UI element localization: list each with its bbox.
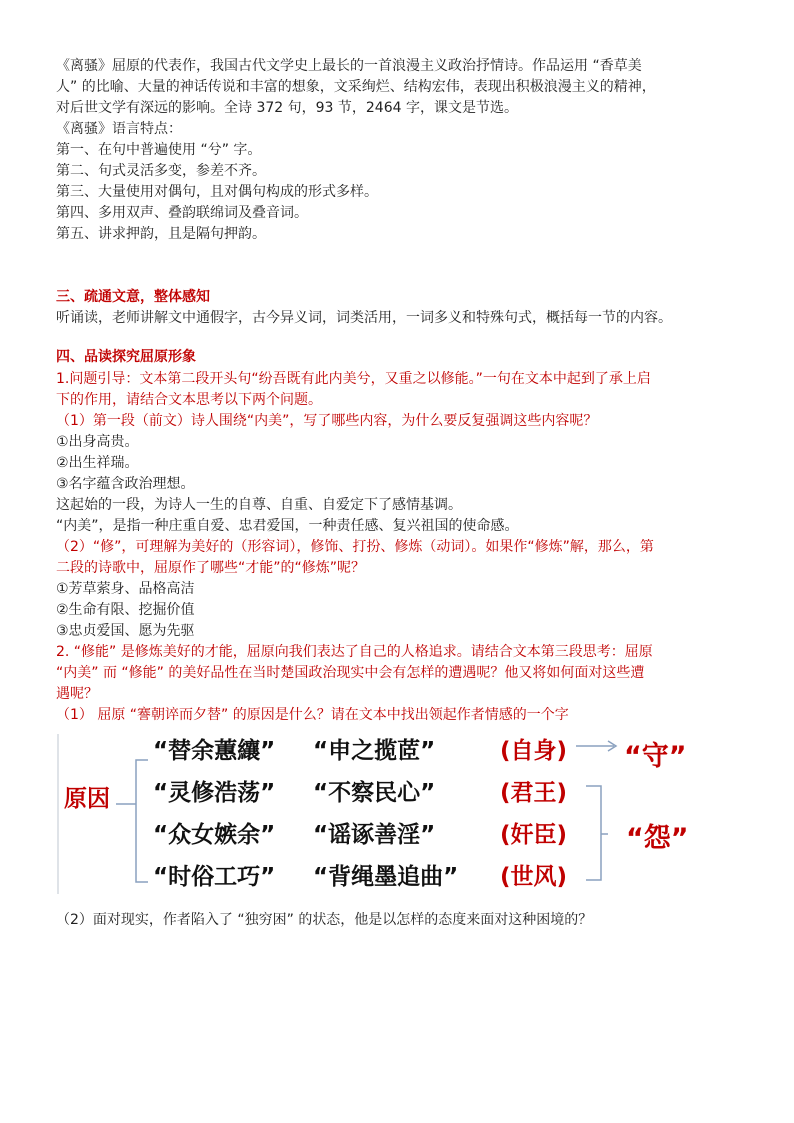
keep-character: “守” bbox=[624, 741, 687, 772]
diagram-phrase: “替余蕙纕” bbox=[153, 738, 276, 764]
question-1b-line-2: 二段的诗歌中，屈原作了哪些“才能”的“修炼”呢？ bbox=[56, 560, 366, 576]
question-2-line-3: 遇呢？ bbox=[56, 686, 98, 702]
section-4-heading: 四、品读探究屈原形象 bbox=[56, 349, 196, 365]
diagram-tag-self: (自身) bbox=[500, 738, 568, 764]
diagram-phrase: “背绳墨追曲” bbox=[313, 864, 459, 890]
diagram-tag-ruler: (君王) bbox=[500, 780, 568, 806]
feature-item: 第五、讲求押韵，且是隔句押韵。 bbox=[56, 226, 266, 242]
answer-item: ②出生祥瑞。 bbox=[56, 455, 139, 471]
answer-item: ②生命有限、挖掘价值 bbox=[56, 602, 195, 618]
question-2a: （1） 屈原 “謇朝谇而夕替” 的原因是什么？请在文本中找出领起作者情感的一个字 bbox=[56, 707, 569, 723]
intro-paragraph-line-1: 《离骚》屈原的代表作，我国古代文学史上最长的一首浪漫主义政治抒情诗。作品运用 “香草美 bbox=[56, 58, 642, 74]
question-1-line-2: 下的作用，请结合文本思考以下两个问题。 bbox=[56, 392, 322, 408]
answer-item: ③忠贞爱国、愿为先驱 bbox=[56, 623, 195, 639]
feature-item: 第一、在句中普遍使用 “兮” 字。 bbox=[56, 142, 262, 158]
question-1-line-1: 1.问题引导：文本第二段开头句“纷吾既有此内美兮，又重之以修能。”一句在文本中起到了承上启 bbox=[56, 371, 651, 387]
section-3-heading: 三、疏通文意，整体感知 bbox=[56, 289, 210, 305]
cause-diagram bbox=[56, 730, 746, 898]
diagram-phrase: “时俗工巧” bbox=[153, 864, 276, 890]
diagram-phrase: “灵修浩荡” bbox=[153, 780, 276, 806]
diagram-phrase: “谣诼善淫” bbox=[313, 822, 436, 848]
question-2b: （2）面对现实，作者陷入了 “独穷困” 的状态，他是以怎样的态度来面对这种困境的？ bbox=[56, 912, 593, 928]
diagram-tag-customs: (世风) bbox=[500, 864, 568, 890]
section-3-text: 听诵读，老师讲解文中通假字，古今异义词，词类活用，一词多义和特殊句式，概括每一节的内容。 bbox=[56, 310, 672, 326]
feature-item: 第二、句式灵活多变，参差不齐。 bbox=[56, 163, 266, 179]
summary-line-1: 这起始的一段，为诗人一生的自尊、自重、自爱定下了感情基调。 bbox=[56, 497, 462, 513]
features-title: 《离骚》语言特点： bbox=[56, 121, 182, 137]
question-1b-line-1: （2）“修”，可理解为美好的（形容词），修饰、打扮、修炼（动词）。如果作“修炼”解，那么，第 bbox=[56, 539, 654, 555]
question-2-line-1: 2. “修能” 是修炼美好的才能，屈原向我们表达了自己的人格追求。请结合文本第三段思考：屈原 bbox=[56, 644, 653, 660]
diagram-phrase: “不察民心” bbox=[313, 780, 436, 806]
feature-item: 第四、多用双声、叠韵联绵词及叠音词。 bbox=[56, 205, 308, 221]
diagram-tag-traitors: (奸臣) bbox=[500, 822, 568, 848]
resent-character: “怨” bbox=[626, 823, 689, 854]
intro-paragraph-line-3: 对后世文学有深远的影响。全诗 372 句，93 节，2464 字，课文是节选。 bbox=[56, 100, 518, 116]
summary-line-2: “内美”，是指一种庄重自爱、忠君爱国，一种责任感、复兴祖国的使命感。 bbox=[56, 518, 519, 534]
question-1a: （1）第一段（前文）诗人围绕“内美”，写了哪些内容，为什么要反复强调这些内容呢？ bbox=[56, 413, 598, 429]
answer-item: ①芳草萦身、品格高洁 bbox=[56, 581, 195, 597]
answer-item: ③名字蕴含政治理想。 bbox=[56, 476, 195, 492]
answer-item: ①出身高贵。 bbox=[56, 434, 139, 450]
intro-paragraph-line-2: 人” 的比喻、大量的神话传说和丰富的想象，文采绚烂、结构宏伟，表现出积极浪漫主义的精神， bbox=[56, 79, 656, 95]
question-2-line-2: “内美” 而 “修能” 的美好品性在当时楚国政治现实中会有怎样的遭遇呢？他又将如何面对这些遭 bbox=[56, 665, 645, 681]
diagram-phrase: “申之揽茝” bbox=[313, 738, 436, 764]
cause-label: 原因 bbox=[64, 786, 110, 812]
feature-item: 第三、大量使用对偶句，且对偶句构成的形式多样。 bbox=[56, 184, 378, 200]
diagram-phrase: “众女嫉余” bbox=[153, 822, 276, 848]
